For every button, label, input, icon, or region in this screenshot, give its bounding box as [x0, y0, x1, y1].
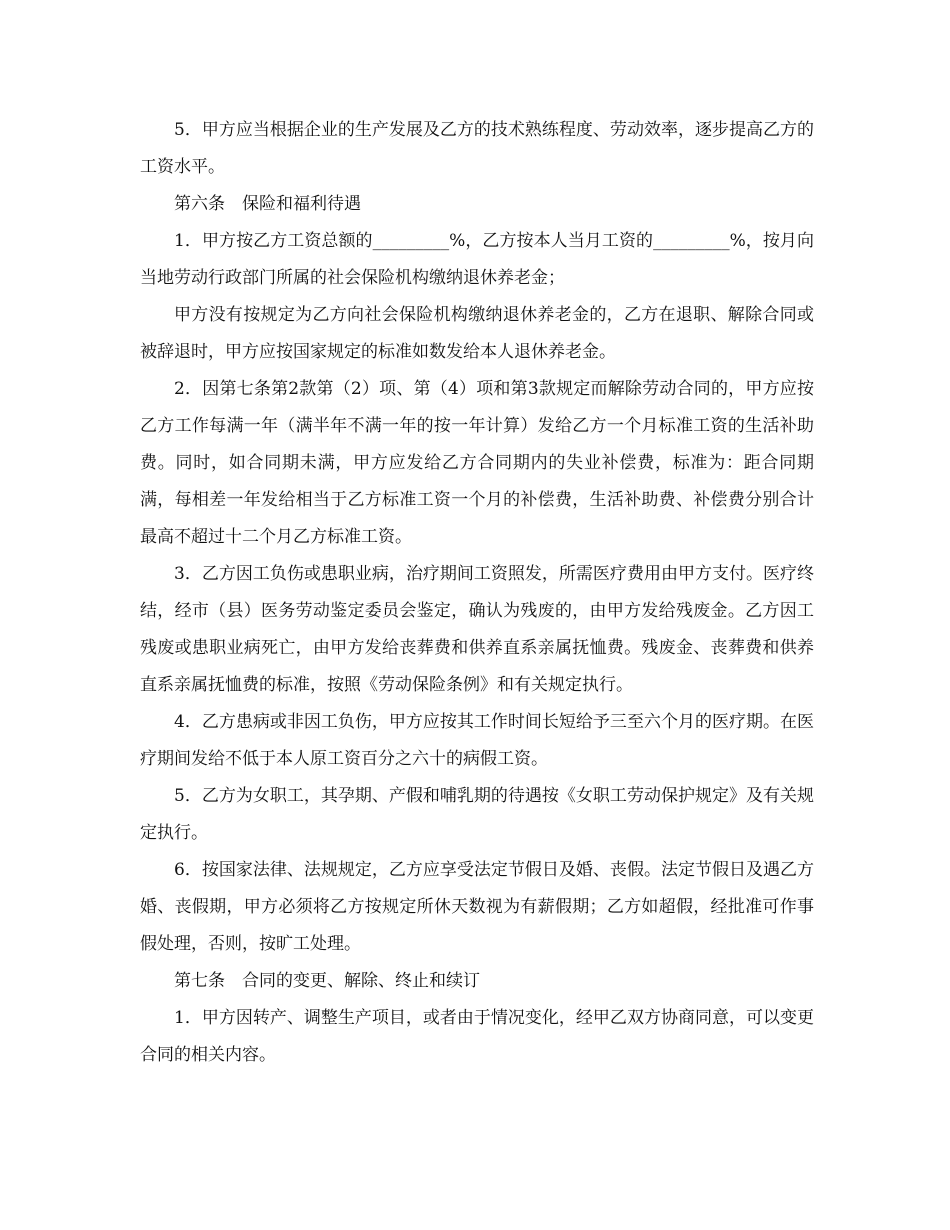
section-heading-article-6: 第六条 保险和福利待遇: [174, 194, 361, 214]
document-body: [140, 112, 814, 1074]
section-heading-article-7: 第七条 合同的变更、解除、终止和续订: [174, 971, 480, 991]
paragraph-sick-leave: 4．乙方患病或非因工负伤，甲方应按其工作时间长短给予三至六个月的医疗期。在医疗期间发给不低于本人原工资百分之六十的病假工资。: [140, 712, 814, 769]
paragraph-wage-increase: 5．甲方应当根据企业的生产发展及乙方的技术熟练程度、劳动效率，逐步提高乙方的工资水平。: [140, 120, 814, 177]
paragraph-termination-subsidy: 2．因第七条第2款第（2）项、第（4）项和第3款规定而解除劳动合同的，甲方应按乙方工作每满一年（满半年不满一年的按一年计算）发给乙方一个月标准工资的生活补助费。同时，如合同期未满，甲方应发给乙方合同期内的失业补偿费，标准为：距合同期满，每相差一年发给相当于乙方标准工资一个月的补偿费，生活补助费、补偿费分别合计最高不超过十二个月乙方标准工资。: [140, 379, 814, 547]
paragraph-pension-fallback: 甲方没有按规定为乙方向社会保险机构缴纳退休养老金的，乙方在退职、解除合同或被辞退时，甲方应按国家规定的标准如数发给本人退休养老金。: [140, 305, 814, 362]
paragraph-pension-contribution: 1．甲方按乙方工资总额的_________%，乙方按本人当月工资的_________%，按月向当地劳动行政部门所属的社会保险机构缴纳退休养老金；: [140, 231, 814, 288]
paragraph-female-worker: 5．乙方为女职工，其孕期、产假和哺乳期的待遇按《女职工劳动保护规定》及有关规定执行。: [140, 786, 814, 843]
paragraph-contract-change: 1．甲方因转产、调整生产项目，或者由于情况变化，经甲乙双方协商同意，可以变更合同的相关内容。: [140, 1008, 814, 1065]
paragraph-work-injury: 3．乙方因工负伤或患职业病，治疗期间工资照发，所需医疗费用由甲方支付。医疗终结，经市（县）医务劳动鉴定委员会鉴定，确认为残废的，由甲方发给残废金。乙方因工残废或患职业病死亡，由甲方发给丧葬费和供养直系亲属抚恤费。残废金、丧葬费和供养直系亲属抚恤费的标准，按照《劳动保险条例》和有关规定执行。: [140, 564, 814, 695]
paragraph-holidays: 6．按国家法律、法规规定，乙方应享受法定节假日及婚、丧假。法定节假日及遇乙方婚、丧假期，甲方必须将乙方按规定所休天数视为有薪假期；乙方如超假，经批准可作事假处理，否则，按旷工处理。: [140, 860, 814, 954]
